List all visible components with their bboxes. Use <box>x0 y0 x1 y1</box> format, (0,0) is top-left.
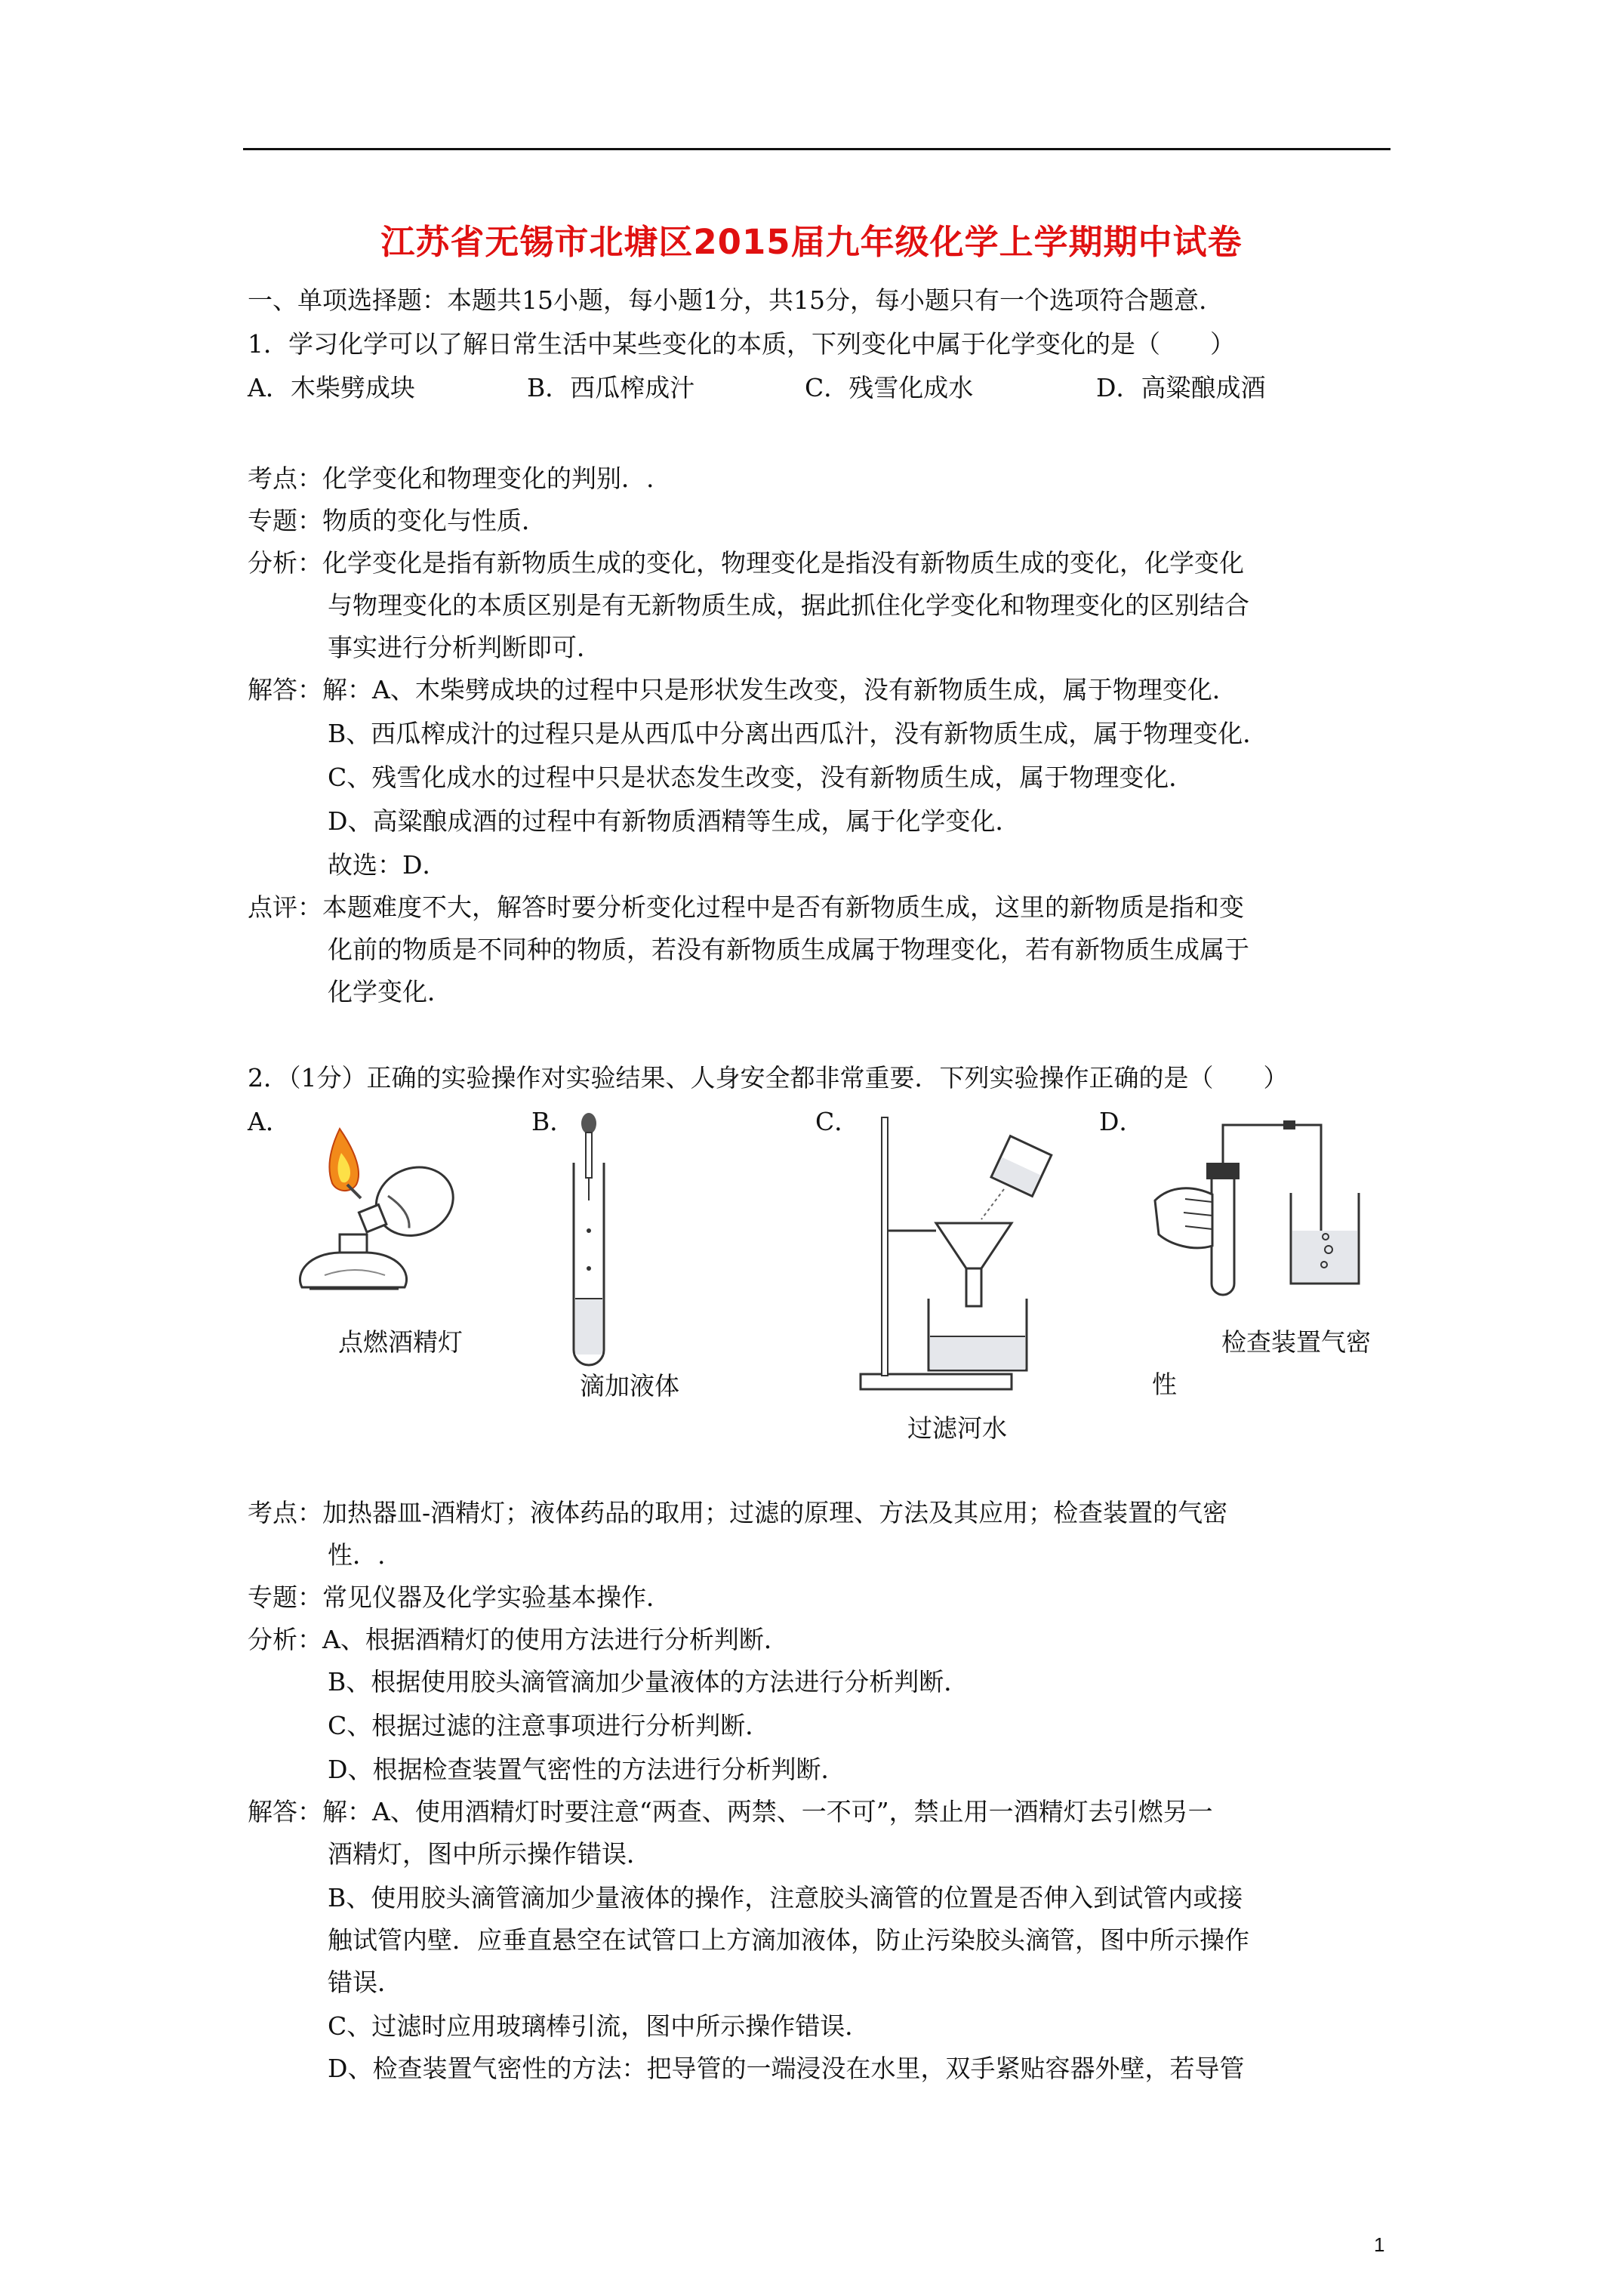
q2-label-c: C． <box>815 1107 860 1136</box>
caption-a: 点燃酒精灯 <box>338 1327 463 1357</box>
q2-jieda-line: C、过滤时应用玻璃棒引流，图中所示操作错误． <box>328 2011 870 2041</box>
page-number: 1 <box>1374 2233 1385 2256</box>
q1-option-c: C．残雪化成水 <box>805 373 974 402</box>
q2-label-b: B． <box>531 1107 575 1136</box>
q2-jieda-line: D、检查装置气密性的方法：把导管的一端浸没在水里，双手紧贴容器外壁，若导管 <box>328 2054 1245 2083</box>
q1-fenxi-line: 事实进行分析判断即可． <box>328 633 602 662</box>
q2-jieda-line: 解答：解：A、使用酒精灯时要注意“两查、两禁、一不可”，禁止用一酒精灯去引燃另一 <box>248 1797 1213 1826</box>
q2-jieda-line: B、使用胶头滴管滴加少量液体的操作，注意胶头滴管的位置是否伸入到试管内或接 <box>328 1883 1243 1912</box>
q1-jieda-line: 故选：D． <box>328 850 448 880</box>
q1-stem: 1．学习化学可以了解日常生活中某些变化的本质，下列变化中属于化学变化的是（ ） <box>248 329 1235 359</box>
q2-label-a: A． <box>248 1107 291 1136</box>
page-title: 江苏省无锡市北塘区2015届九年级化学上学期期中试卷 <box>380 222 1243 262</box>
q1-jieda-line: D、高粱酿成酒的过程中有新物质酒精等生成，属于化学变化． <box>328 806 1021 836</box>
q2-jieda-line: 触试管内壁．应垂直悬空在试管口上方滴加液体，防止污染胶头滴管，图中所示操作 <box>328 1925 1249 1955</box>
q2-kaodian-line: 考点：加热器皿-酒精灯；液体药品的取用；过滤的原理、方法及其应用；检查装置的气密 <box>248 1498 1228 1527</box>
q2-kaodian-line: 性．. <box>328 1540 386 1570</box>
q1-option-a: A．木柴劈成块 <box>248 373 415 402</box>
q1-dianping-line: 化学变化． <box>328 977 452 1006</box>
q2-fenxi-line: B、根据使用胶头滴管滴加少量液体的方法进行分析判断． <box>328 1667 969 1697</box>
caption-c: 过滤河水 <box>907 1413 1007 1443</box>
dropper-test-tube-figure <box>559 1110 619 1367</box>
q2-fenxi-line: C、根据过滤的注意事项进行分析判断． <box>328 1711 771 1740</box>
q1-kaodian: 考点：化学变化和物理变化的判别．. <box>248 464 654 493</box>
q2-fenxi-line: D、根据检查装置气密性的方法进行分析判断． <box>328 1755 846 1784</box>
alcohol-lamp-figure <box>287 1114 468 1302</box>
q1-zhuanti: 专题：物质的变化与性质． <box>248 506 547 535</box>
q1-fenxi-line: 分析：化学变化是指有新物质生成的变化，物理变化是指没有新物质生成的变化，化学变化 <box>248 548 1244 578</box>
q1-jieda-line: C、残雪化成水的过程中只是状态发生改变，没有新物质生成，属于物理变化． <box>328 763 1194 792</box>
q2-label-d: D． <box>1099 1107 1144 1136</box>
q1-fenxi-line: 与物理变化的本质区别是有无新物质生成，据此抓住化学变化和物理变化的区别结合 <box>328 590 1249 620</box>
q1-jieda-line: B、西瓜榨成汁的过程只是从西瓜中分离出西瓜汁，没有新物质生成，属于物理变化． <box>328 719 1268 748</box>
header-rule <box>243 148 1390 150</box>
q1-dianping-line: 点评：本题难度不大，解答时要分析变化过程中是否有新物质生成，这里的新物质是指和变 <box>248 892 1244 922</box>
caption-d-line1: 检查装置气密 <box>1221 1327 1371 1357</box>
q1-jieda-line: 解答：解：A、木柴劈成块的过程中只是形状发生改变，没有新物质生成，属于物理变化． <box>248 675 1237 704</box>
caption-b: 滴加液体 <box>580 1371 679 1401</box>
q2-jieda-line: 酒精灯，图中所示操作错误． <box>328 1839 651 1869</box>
q2-stem: 2．（1分）正确的实验操作对实验结果、人身安全都非常重要．下列实验操作正确的是（ ） <box>248 1063 1289 1093</box>
q1-dianping-line: 化前的物质是不同种的物质，若没有新物质生成属于物理变化，若有新物质生成属于 <box>328 935 1249 964</box>
q1-option-b: B．西瓜榨成汁 <box>527 373 695 402</box>
filtration-figure <box>853 1110 1064 1397</box>
q2-zhuanti: 专题：常见仪器及化学实验基本操作． <box>248 1583 671 1612</box>
caption-d-line2: 性 <box>1152 1370 1177 1399</box>
section-heading: 一、单项选择题：本题共15小题，每小题1分，共15分，每小题只有一个选项符合题意. <box>248 285 1207 315</box>
airtightness-check-figure <box>1140 1110 1366 1306</box>
q2-jieda-line: 错误． <box>328 1968 402 1997</box>
q1-option-d: D．高粱酿成酒 <box>1096 373 1266 402</box>
q2-fenxi-line: 分析：A、根据酒精灯的使用方法进行分析判断． <box>248 1625 789 1654</box>
